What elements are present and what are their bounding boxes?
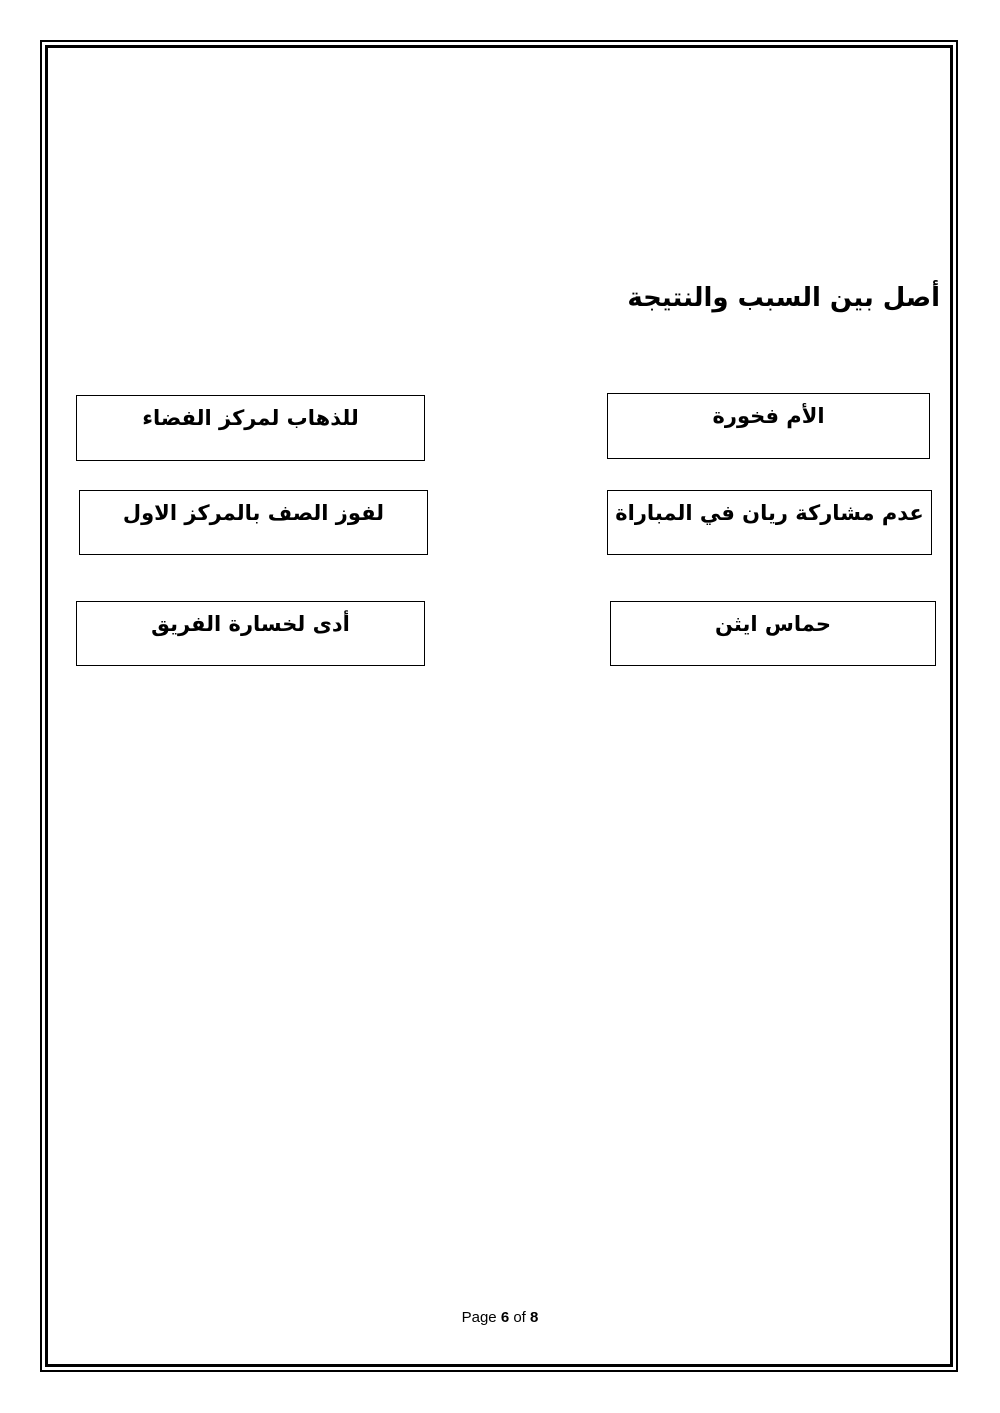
effect-box-1[interactable] bbox=[76, 395, 425, 461]
page-border-inner bbox=[45, 45, 953, 1367]
page-number-footer bbox=[0, 1306, 1000, 1330]
footer-current-page: 6 bbox=[500, 1309, 510, 1326]
footer-of-word: of bbox=[513, 1309, 526, 1326]
effect-label-1: للذهاب لمركز الفضاء bbox=[142, 406, 359, 430]
effect-box-2[interactable] bbox=[79, 490, 428, 555]
cause-box-1[interactable] bbox=[607, 393, 930, 459]
cause-label-2: عدم مشاركة ريان في المباراة bbox=[615, 501, 924, 525]
cause-label-1: الأم فخورة bbox=[712, 404, 825, 428]
cause-label-3: حماس ايثن bbox=[715, 612, 831, 636]
worksheet-title: أصل بين السبب والنتيجة bbox=[627, 283, 940, 313]
effect-label-3: أدى لخسارة الفريق bbox=[151, 612, 350, 636]
footer-total-pages: 8 bbox=[530, 1309, 539, 1326]
cause-box-2[interactable] bbox=[607, 490, 932, 555]
effect-label-2: لفوز الصف بالمركز الاول bbox=[122, 501, 385, 525]
effect-box-3[interactable] bbox=[76, 601, 425, 666]
cause-box-3[interactable] bbox=[610, 601, 936, 666]
footer-page-word: Page bbox=[461, 1309, 497, 1326]
